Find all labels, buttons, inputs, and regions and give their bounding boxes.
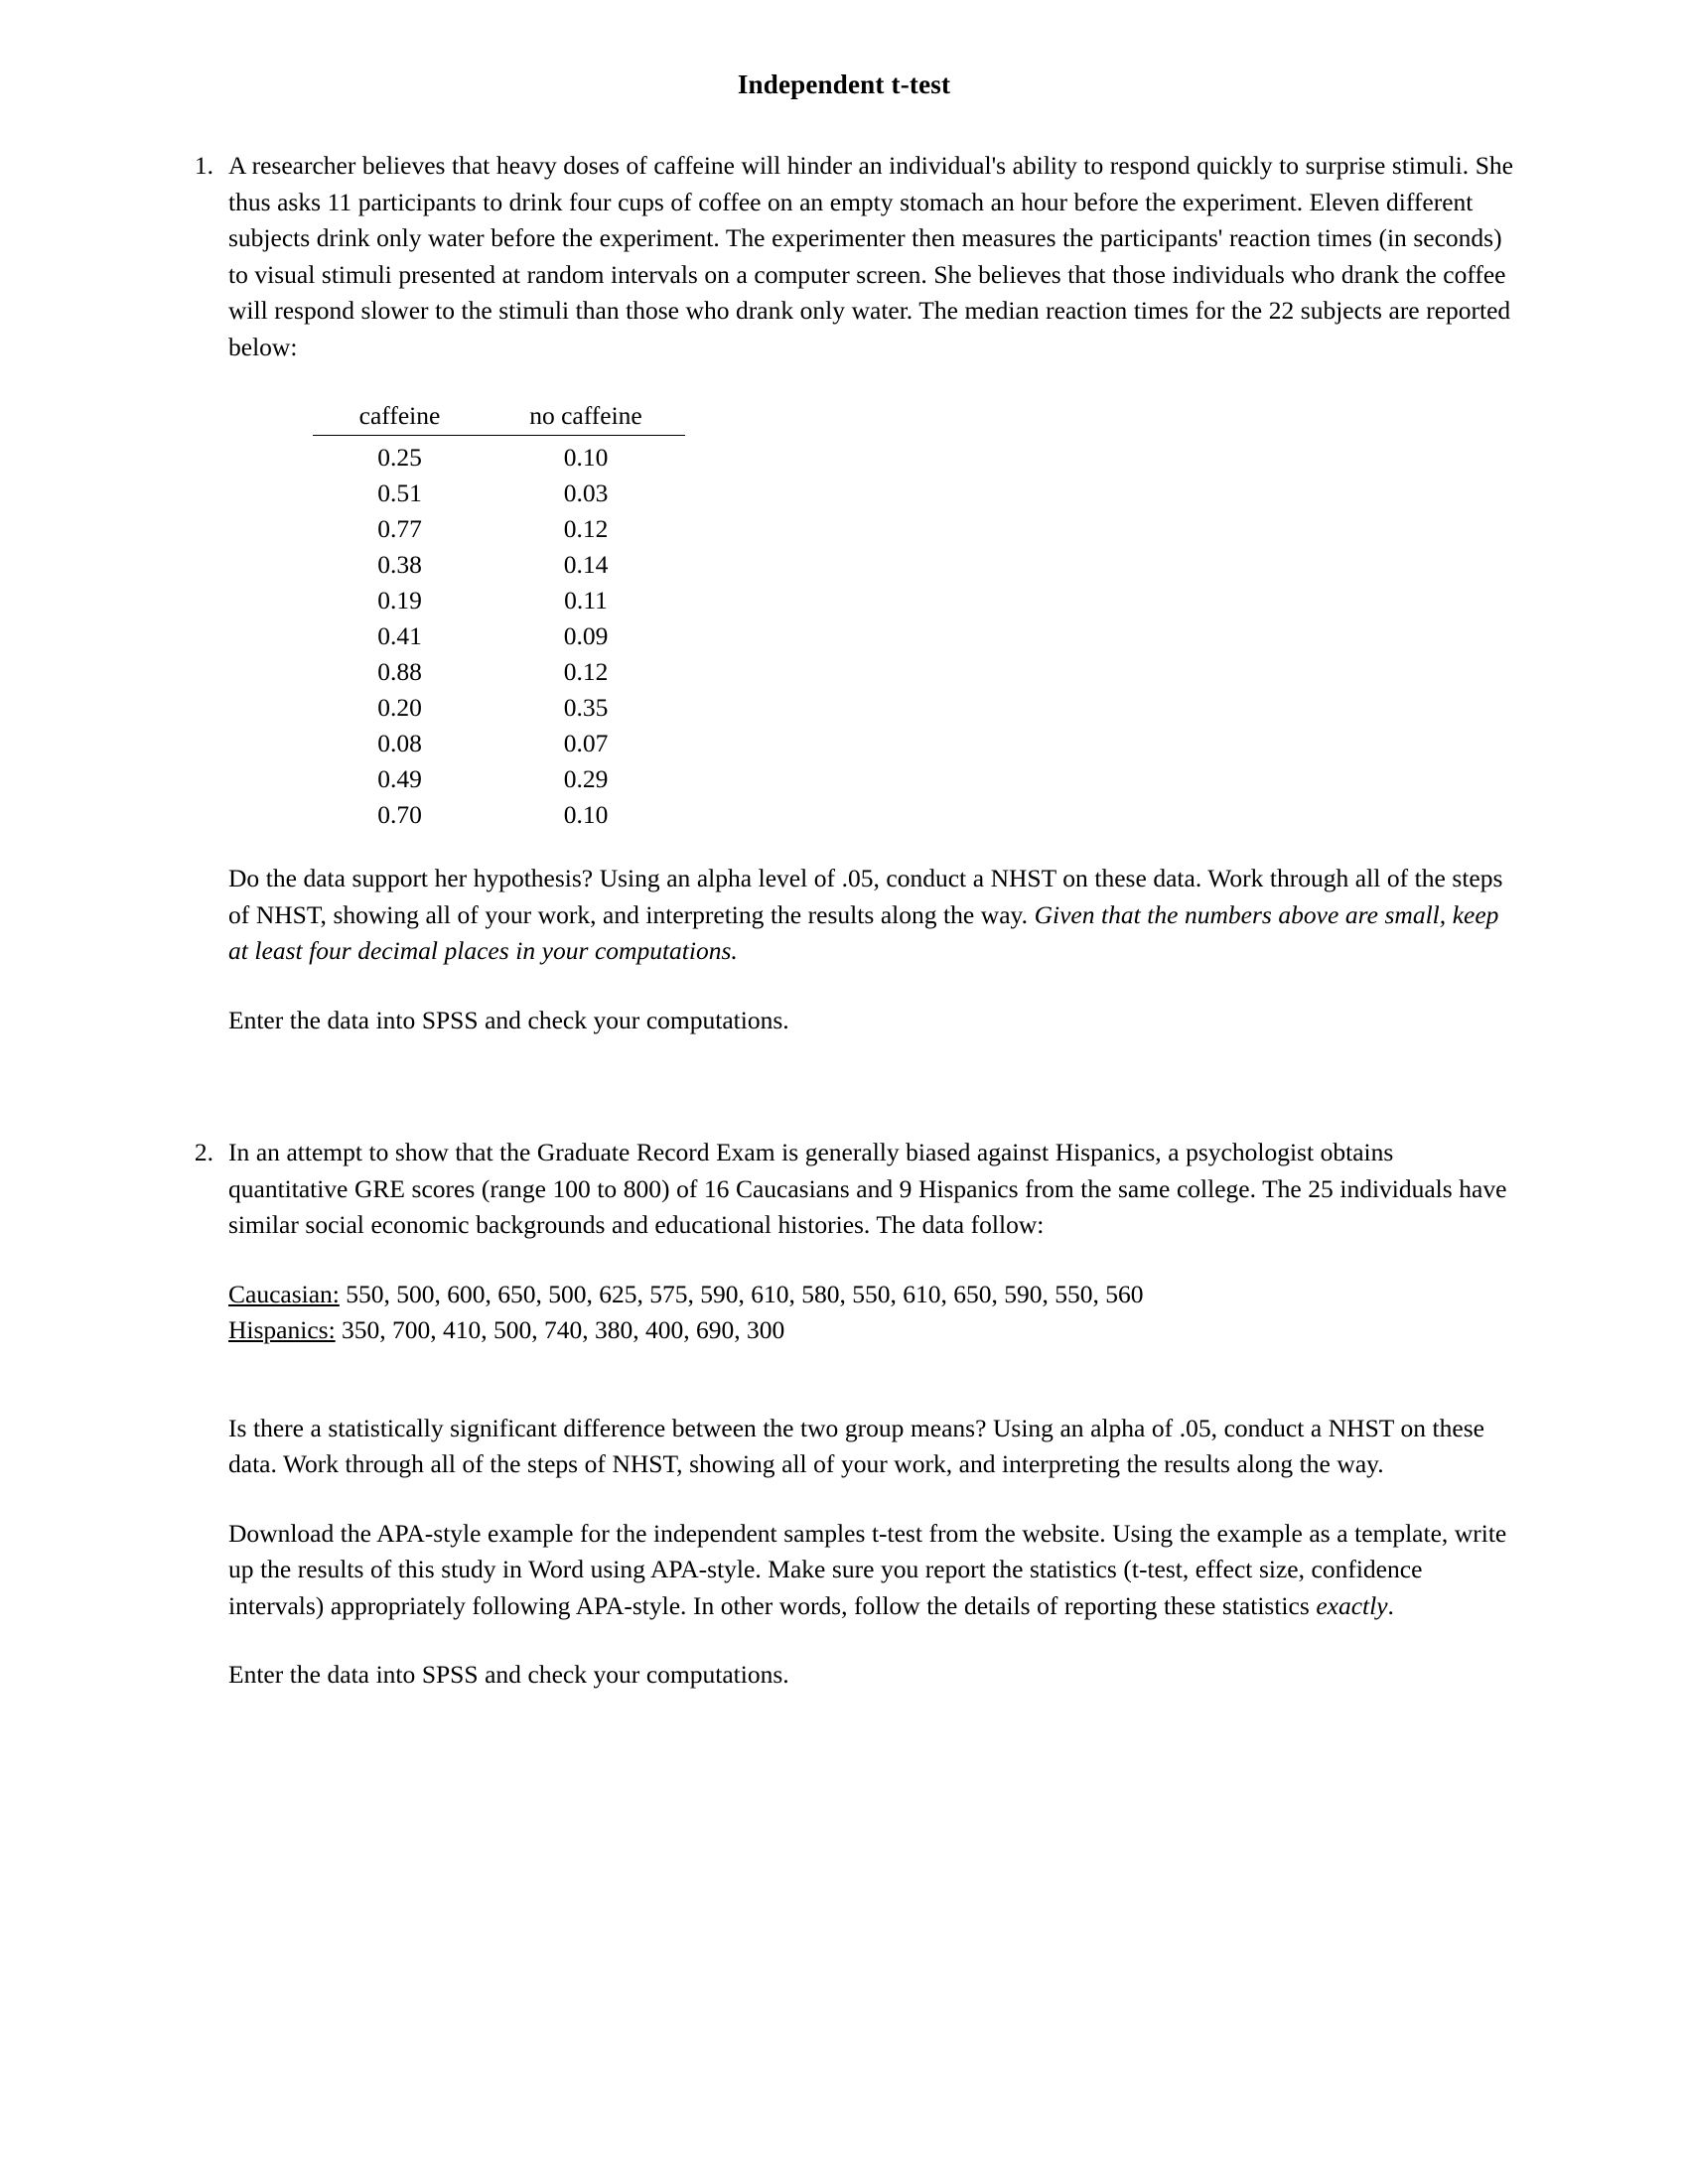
cell-caffeine: 0.20 — [377, 693, 422, 722]
column-header-no-caffeine: no caffeine — [487, 398, 685, 436]
table-row — [313, 726, 685, 761]
table-row — [313, 476, 685, 511]
reaction-time-table — [313, 398, 685, 833]
question-2-instructions: Is there a statistically significant difference between the two group means? Using an alpha of .05, conduct a NHST on these data. Work through all of the steps of NHST, showing all of your work, and interpreting the results along the way. — [228, 1413, 1484, 1478]
gre-label-hispanics: Hispanics: — [228, 1315, 336, 1344]
table-row — [313, 654, 685, 690]
cell-no-caffeine: 0.03 — [563, 478, 609, 507]
paragraph-gap — [228, 1349, 1514, 1411]
question-1 — [174, 148, 1514, 1038]
cell-no-caffeine: 0.12 — [563, 514, 609, 543]
question-2-spss-note: Enter the data into SPSS and check your computations. — [228, 1660, 789, 1689]
cell-caffeine: 0.25 — [377, 443, 422, 472]
reaction-time-table-wrapper — [228, 398, 1514, 833]
table-row — [313, 797, 685, 833]
cell-caffeine: 0.38 — [377, 550, 422, 579]
cell-no-caffeine: 0.35 — [563, 693, 609, 722]
cell-no-caffeine: 0.09 — [563, 621, 609, 650]
cell-no-caffeine: 0.10 — [563, 443, 609, 472]
cell-no-caffeine: 0.10 — [563, 800, 609, 829]
page-title: Independent t-test — [737, 69, 951, 99]
apa-plain-after: . — [1387, 1590, 1394, 1620]
question-2-number: 2. — [194, 1138, 213, 1166]
cell-caffeine: 0.49 — [377, 764, 422, 793]
cell-caffeine: 0.51 — [377, 478, 422, 507]
gre-group-caucasian — [228, 1277, 1514, 1313]
cell-no-caffeine: 0.07 — [563, 729, 609, 757]
question-1-spss-note: Enter the data into SPSS and check your computations. — [228, 1005, 789, 1034]
table-row — [313, 511, 685, 547]
question-2 — [174, 1135, 1514, 1694]
question-2-apa-instructions — [228, 1516, 1514, 1625]
cell-no-caffeine: 0.14 — [563, 550, 609, 579]
table-row — [313, 690, 685, 726]
table-row — [313, 761, 685, 797]
gre-values-caucasian: 550, 500, 600, 650, 500, 625, 575, 590, 610, 580, 550, 610, 650, 590, 550, 560 — [346, 1279, 1144, 1308]
gre-group-hispanics — [228, 1312, 1514, 1349]
cell-no-caffeine: 0.12 — [563, 657, 609, 686]
apa-plain-before: Download the APA-style example for the independent samples t-test from the website. Using the example as a template, write up the results of this study in Word using APA-style. Make sure you report the statistics (t-test, effect size, confidence intervals) appropriately following APA-style. In other words, follow the details of reporting these statistics — [228, 1518, 1507, 1620]
question-1-instructions-italic: Given that the numbers above are small, keep at least four decimal places in your computations. — [228, 899, 1499, 965]
table-row — [313, 618, 685, 654]
reaction-time-table-body — [313, 436, 685, 834]
column-header-caffeine: caffeine — [313, 398, 487, 436]
cell-caffeine: 0.41 — [377, 621, 422, 650]
table-row — [313, 583, 685, 618]
table-row — [313, 547, 685, 583]
apa-italic-exactly: exactly — [1316, 1590, 1388, 1620]
table-header-row — [313, 398, 685, 436]
cell-caffeine: 0.77 — [377, 514, 422, 543]
question-1-instructions-plain: Do the data support her hypothesis? Using an alpha level of .05, conduct a NHST on these data. Work through all of the steps of NHST, showing all of your work, and interpreting the results along the way. — [228, 864, 1503, 929]
question-1-number: 1. — [194, 151, 213, 180]
cell-caffeine: 0.88 — [377, 657, 422, 686]
question-2-intro: In an attempt to show that the Graduate Record Exam is generally biased against Hispanics, a psychologist obtains quantitative GRE scores (range 100 to 800) of 16 Caucasians and 9 Hispanics from the same college. The 25 individuals have similar social economic backgrounds and educational histories. The data follow: — [228, 1138, 1507, 1239]
cell-no-caffeine: 0.11 — [564, 586, 608, 614]
cell-caffeine: 0.08 — [377, 729, 422, 757]
cell-caffeine: 0.19 — [377, 586, 422, 614]
question-1-instructions — [228, 861, 1514, 970]
cell-no-caffeine: 0.29 — [563, 764, 609, 793]
question-1-intro: A researcher believes that heavy doses of caffeine will hinder an individual's ability to respond quickly to surprise stimuli. She thus asks 11 participants to drink four cups of coffee on an empty stomach an hour before the experiment. Eleven different subjects drink only water before the experiment. The experimenter then measures the participants' reaction times (in seconds) to visual stimuli presented at random intervals on a computer screen. She believes that those individuals who drank the coffee will respond slower to the stimuli than those who drank only water. The median reaction times for the 22 subjects are reported below: — [228, 151, 1513, 361]
question-spacer — [174, 1071, 1514, 1135]
gre-label-caucasian: Caucasian: — [228, 1279, 340, 1308]
table-row — [313, 436, 685, 477]
gre-values-hispanics: 350, 700, 410, 500, 740, 380, 400, 690, 300 — [342, 1315, 785, 1344]
cell-caffeine: 0.70 — [377, 800, 422, 829]
